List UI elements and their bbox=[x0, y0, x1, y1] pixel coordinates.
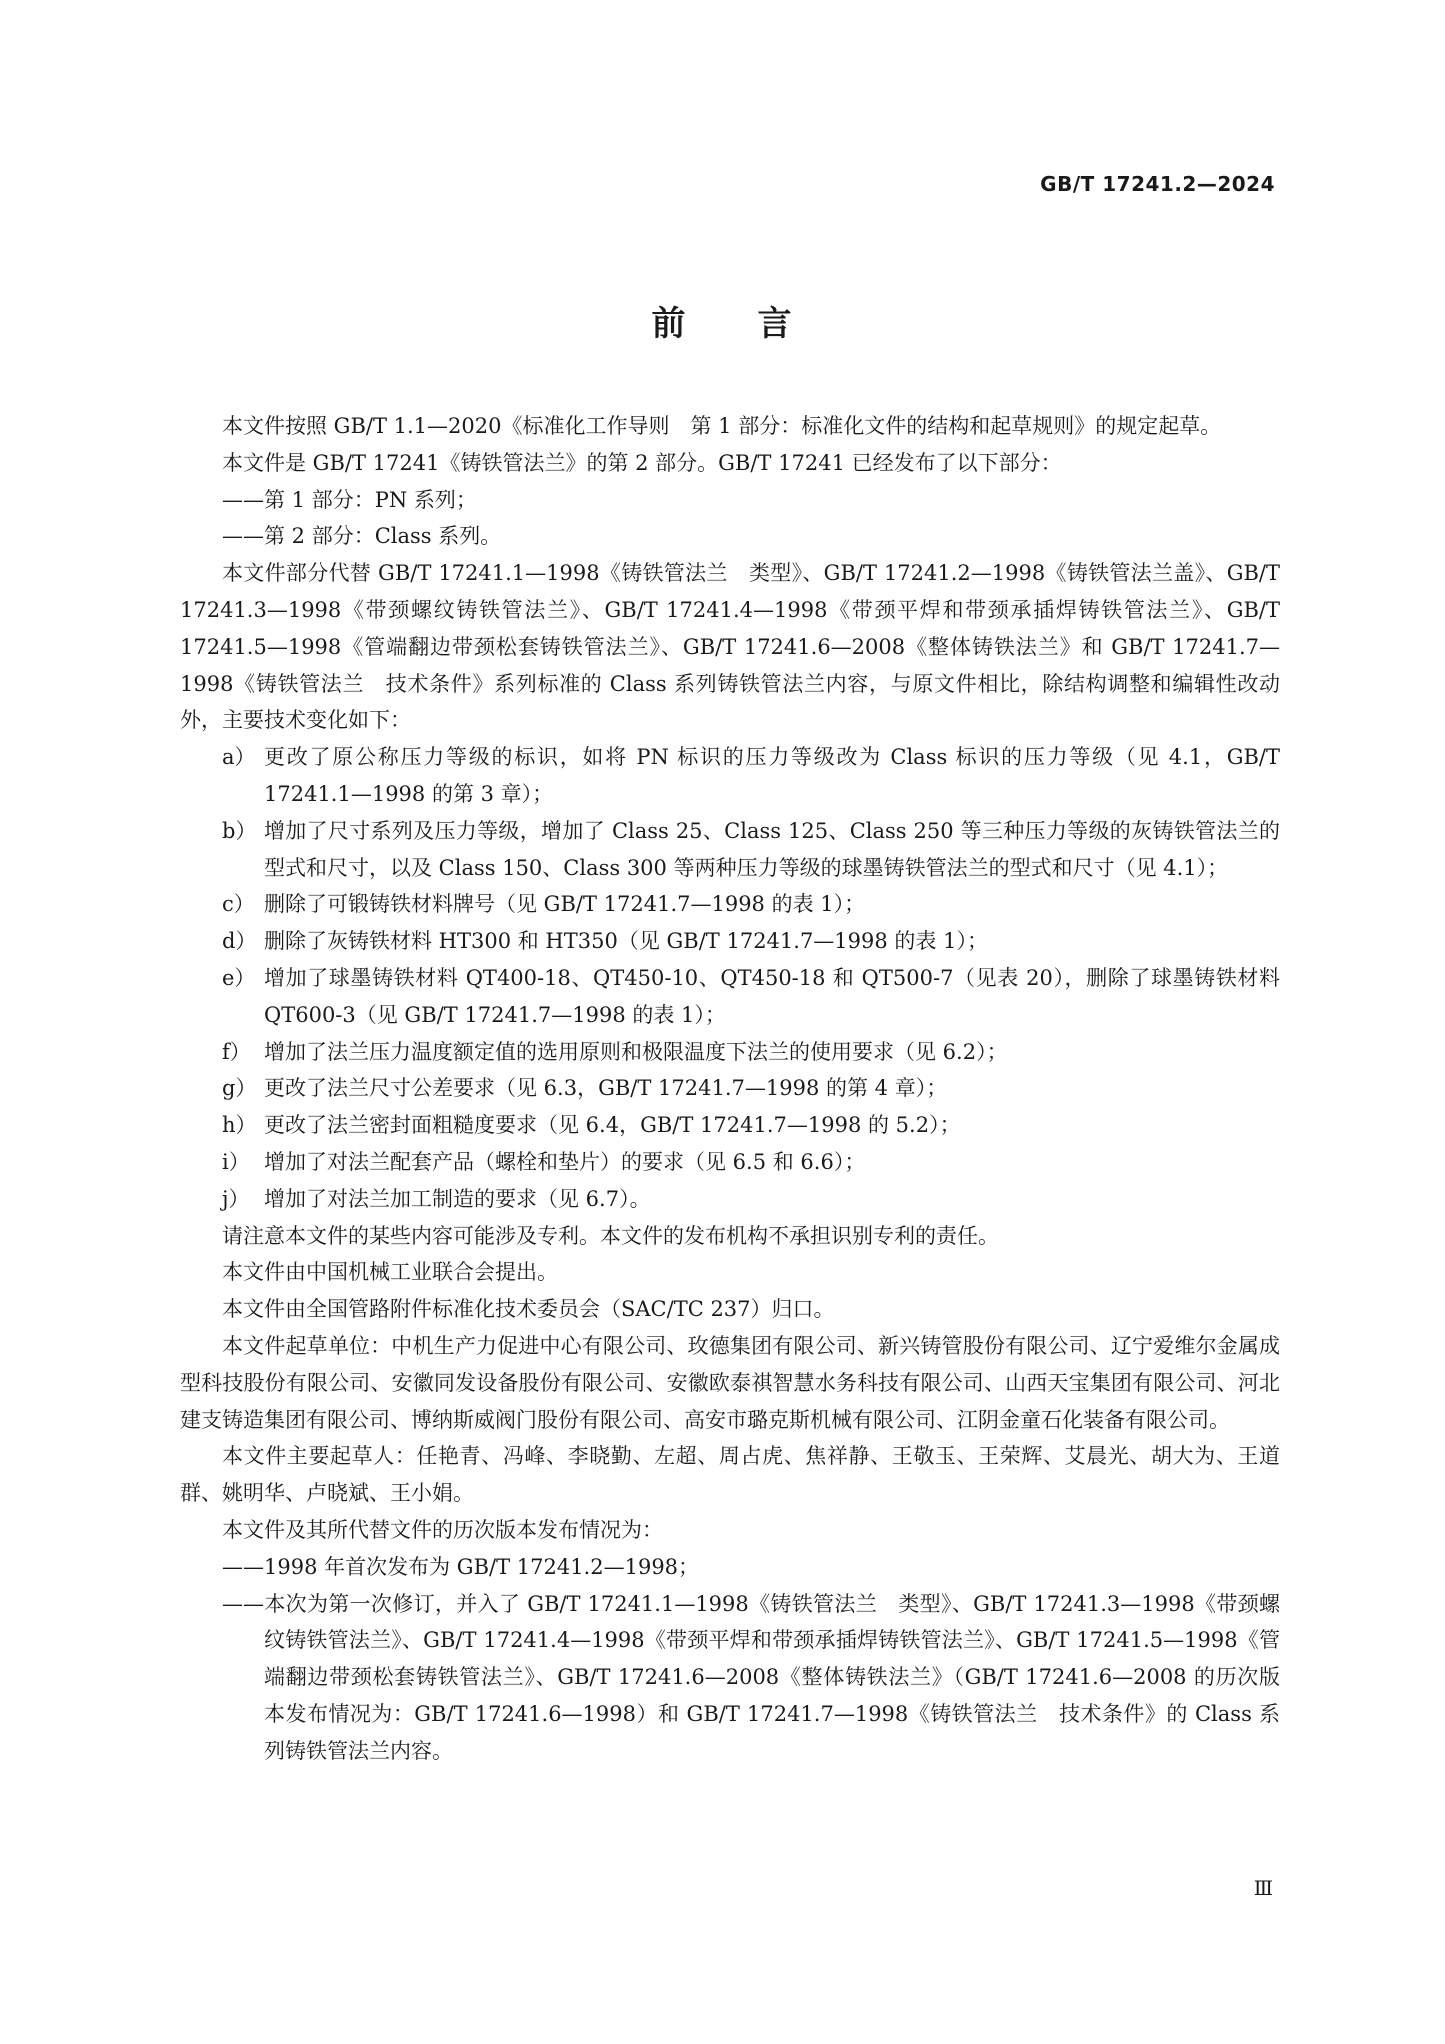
page-title bbox=[0, 296, 1445, 345]
change-item-g bbox=[180, 1070, 1280, 1107]
standard-number: GB/T 17241.2—2024 bbox=[1040, 172, 1275, 196]
title-char-1: 前 bbox=[651, 304, 688, 344]
change-label: e） bbox=[222, 965, 256, 990]
paragraph-drafting-units: 本文件起草单位：中机生产力促进中心有限公司、玫德集团有限公司、新兴铸管股份有限公司、辽宁爱维尔金属成型科技股份有限公司、安徽同发设备股份有限公司、安徽欧泰祺智慧水务科技有限公司、山西天宝集团有限公司、河北建支铸造集团有限公司、博纳斯威阀门股份有限公司、高安市璐克斯机械有限公司、江阴金童石化装备有限公司。 bbox=[180, 1333, 1280, 1432]
change-text: 更改了法兰尺寸公差要求（见 6.3，GB/T 17241.7—1998 的第 4 章）； bbox=[264, 1076, 948, 1101]
change-label: h） bbox=[222, 1113, 257, 1138]
change-text: 增加了球墨铸铁材料 QT400-18、QT450-10、QT450-18 和 QT500-7（见表 20），删除了球墨铸铁材料 QT600-3（见 GB/T 17241.7—1998 的表 1）； bbox=[264, 965, 1280, 1027]
change-label: f） bbox=[222, 1039, 251, 1064]
list-item-part2: ——第 2 部分：Class 系列。 bbox=[222, 524, 502, 549]
page-number: Ⅲ bbox=[1253, 1876, 1273, 1900]
change-item-a bbox=[180, 739, 1280, 813]
change-label: g） bbox=[222, 1076, 257, 1101]
change-item-j bbox=[180, 1181, 1280, 1218]
change-item-b bbox=[180, 813, 1280, 887]
change-text: 更改了原公称压力等级的标识，如将 PN 标识的压力等级改为 Class 标识的压力等级（见 4.1，GB/T 17241.1—1998 的第 3 章）； bbox=[264, 745, 1280, 806]
change-label: d） bbox=[222, 929, 257, 954]
change-label: j） bbox=[222, 1186, 250, 1211]
change-text: 删除了灰铸铁材料 HT300 和 HT350（见 GB/T 17241.7—1998 的表 1）； bbox=[264, 929, 988, 954]
paragraph-proposer: 本文件由中国机械工业联合会提出。 bbox=[222, 1260, 558, 1285]
change-item-h bbox=[180, 1107, 1280, 1144]
change-label: c） bbox=[222, 892, 255, 917]
change-text: 增加了法兰压力温度额定值的选用原则和极限温度下法兰的使用要求（见 6.2）； bbox=[264, 1039, 1008, 1064]
history-item-1998: ——1998 年首次发布为 GB/T 17241.2—1998； bbox=[222, 1554, 700, 1579]
paragraph-committee: 本文件由全国管路附件标准化技术委员会（SAC/TC 237）归口。 bbox=[222, 1297, 835, 1322]
paragraph-patent-notice: 请注意本文件的某些内容可能涉及专利。本文件的发布机构不承担识别专利的责任。 bbox=[222, 1223, 999, 1248]
history-item-current: ——本次为第一次修订，并入了 GB/T 17241.1—1998《铸铁管法兰 类型》、GB/T 17241.3—1998《带颈螺纹铸铁管法兰》、GB/T 17241.4—1998《带颈平焊和带颈承插焊铸铁管法兰》、GB/T 17241.5—1998《管端翻边带颈松套铸铁管法兰》、GB/T 17241.6—2008《整体铸铁法兰》（GB/T 17241.6—2008 的历次版本发布情况为：GB/T 17241.6—1998）和 GB/T 17241.7—1998《铸铁管法兰 技术条件》的 Class 系列铸铁管法兰内容。 bbox=[222, 1591, 1280, 1763]
change-item-f bbox=[180, 1034, 1280, 1071]
paragraph-drafting-rules: 本文件按照 GB/T 1.1—2020《标准化工作导则 第 1 部分：标准化文件的结构和起草规则》的规定起草。 bbox=[222, 414, 1222, 438]
change-item-e bbox=[180, 960, 1280, 1034]
change-text: 删除了可锻铸铁材料牌号（见 GB/T 17241.7—1998 的表 1）； bbox=[264, 892, 866, 917]
change-label: i） bbox=[222, 1149, 250, 1174]
change-text: 增加了对法兰加工制造的要求（见 6.7）。 bbox=[264, 1186, 651, 1211]
paragraph-part-info: 本文件是 GB/T 17241《铸铁管法兰》的第 2 部分。GB/T 17241 已经发布了以下部分： bbox=[222, 450, 1062, 475]
paragraph-replacement: 本文件部分代替 GB/T 17241.1—1998《铸铁管法兰 类型》、GB/T 17241.2—1998《铸铁管法兰盖》、GB/T 17241.3—1998《带颈螺纹铸铁管法兰》、GB/T 17241.4—1998《带颈平焊和带颈承插焊铸铁管法兰》、GB/T 17241.5—1998《管端翻边带颈松套铸铁管法兰》、GB/T 17241.6—2008《整体铸铁法兰》和 GB/T 17241.7—1998《铸铁管法兰 技术条件》系列标准的 Class 系列铸铁管法兰内容，与原文件相比，除结构调整和编辑性改动外，主要技术变化如下： bbox=[180, 561, 1280, 733]
change-item-c bbox=[180, 886, 1280, 923]
change-text: 增加了对法兰配套产品（螺栓和垫片）的要求（见 6.5 和 6.6）； bbox=[264, 1149, 866, 1174]
change-label: b） bbox=[222, 818, 257, 843]
change-item-d bbox=[180, 923, 1280, 960]
paragraph-drafters: 本文件主要起草人：任艳青、冯峰、李晓勤、左超、周占虎、焦祥静、王敬玉、王荣辉、艾晨光、胡大为、王道群、姚明华、卢晓斌、王小娟。 bbox=[180, 1444, 1280, 1506]
foreword-body bbox=[180, 408, 1280, 1769]
title-char-2: 言 bbox=[757, 304, 794, 344]
list-item-part1: ——第 1 部分：PN 系列； bbox=[222, 487, 477, 512]
change-item-i bbox=[180, 1144, 1280, 1181]
change-text: 增加了尺寸系列及压力等级，增加了 Class 25、Class 125、Class 250 等三种压力等级的灰铸铁管法兰的型式和尺寸，以及 Class 150、Class 300 等两种压力等级的球墨铸铁管法兰的型式和尺寸（见 4.1）； bbox=[264, 818, 1280, 880]
change-text: 更改了法兰密封面粗糙度要求（见 6.4，GB/T 17241.7—1998 的 5.2）； bbox=[264, 1113, 961, 1138]
paragraph-version-history: 本文件及其所代替文件的历次版本发布情况为： bbox=[222, 1517, 663, 1542]
change-label: a） bbox=[222, 745, 256, 770]
